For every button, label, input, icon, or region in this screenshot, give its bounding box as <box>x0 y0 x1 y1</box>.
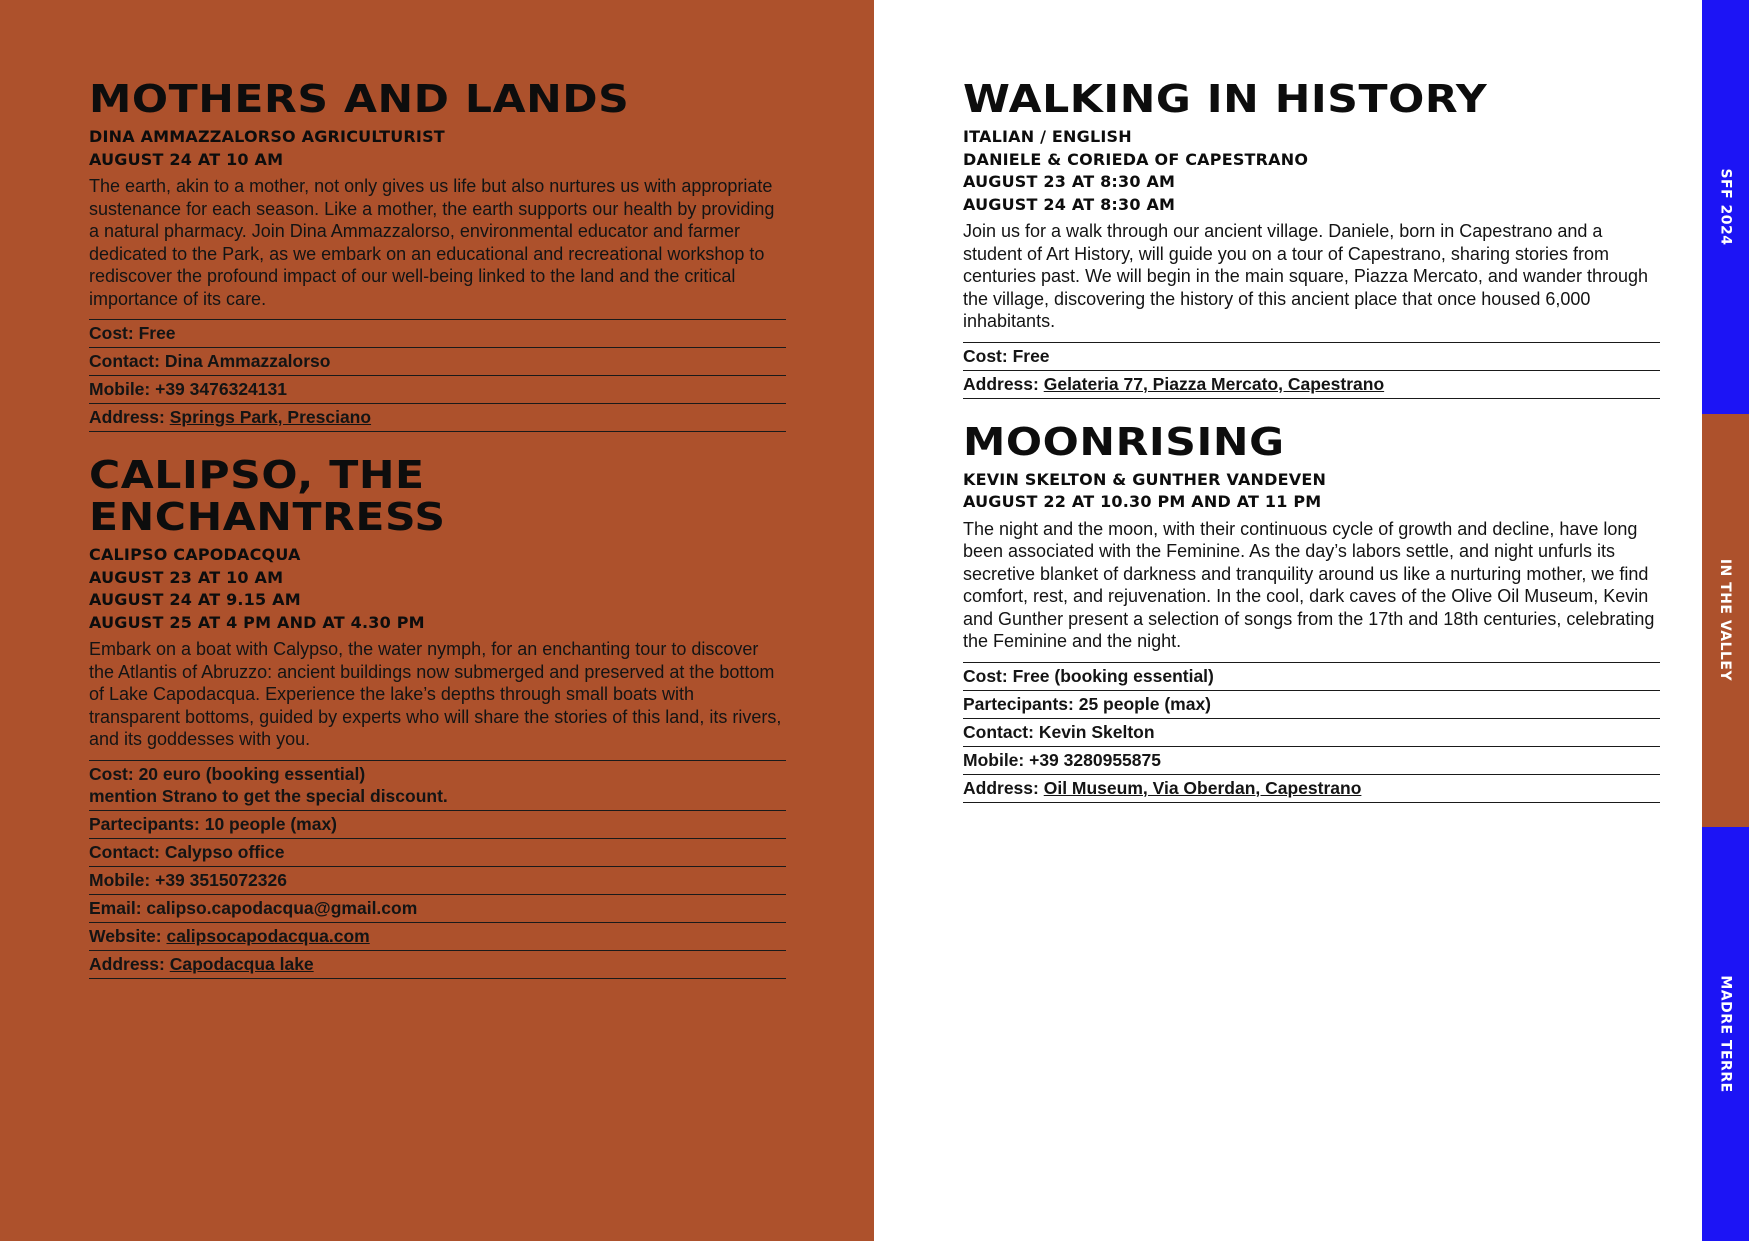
info-label: Partecipants: 10 people (max) <box>89 813 337 834</box>
info-label: Email: calipso.capodacqua@gmail.com <box>89 897 418 918</box>
event-subline: KEVIN SKELTON & GUNTHER VANDEVEN <box>963 469 1327 489</box>
event-description: Embark on a boat with Calypso, the water nymph, for an enchanting tour to discover the Atlantis of Abruzzo: ancient buildings now submerged and preserved at the bottom of Lake Capodacqua. Experience the lake’s depths through small boats with transparent bottoms, guided by experts who will share the stories of this land, its rivers, and its goddesses with you. <box>89 639 782 749</box>
side-tab-label: IN THE VALLEY <box>1717 559 1734 682</box>
event-description: Join us for a walk through our ancient village. Daniele, born in Capestrano and a student of Art History, will guide you on a tour of Capestrano, sharing stories from centuries past. We will begin in the main square, Piazza Mercato, and wander through the village, discovering the history of this ancient place that once housed 6,000 inhabitants. <box>963 221 1649 331</box>
info-link[interactable]: Capodacqua lake <box>169 953 314 974</box>
event-mothers-and-lands <box>89 78 786 432</box>
info-row <box>89 894 786 922</box>
event-subline: AUGUST 22 AT 10.30 PM AND AT 11 PM <box>963 492 1322 511</box>
side-tab-in-the-valley[interactable] <box>1702 414 1749 828</box>
event-description: The earth, akin to a mother, not only gives us life but also nurtures us with appropriate sustenance for each season. Like a mother, the earth supports our health by providing a natural pharmacy. Join Dina Ammazzalorso, environmental educator and farmer dedicated to the Park, as we embark on an educational and recreational workshop to rediscover the profound impact of our well-being linked to the land and the critical importance of its care. <box>89 176 775 309</box>
info-row <box>89 866 786 894</box>
event-subline: AUGUST 24 AT 9.15 AM <box>89 590 301 609</box>
info-row <box>89 319 786 347</box>
event-calipso-the-enchantress <box>89 454 786 979</box>
right-column <box>963 78 1660 825</box>
event-moonrising <box>963 421 1660 803</box>
info-label: Contact: Dina Ammazzalorso <box>89 351 331 371</box>
event-subline: AUGUST 25 AT 4 PM AND AT 4.30 PM <box>89 612 425 632</box>
info-label: Address: <box>963 373 1044 394</box>
info-label: Contact: Kevin Skelton <box>963 721 1155 742</box>
info-row <box>963 746 1660 774</box>
info-label: Address: <box>89 953 170 974</box>
info-row <box>963 342 1660 370</box>
info-note: mention Strano to get the special discount. <box>89 785 448 806</box>
event-title: MOONRISING <box>963 419 1285 464</box>
info-row <box>963 774 1660 803</box>
info-row <box>89 375 786 403</box>
info-label: Mobile: +39 3476324131 <box>89 379 287 399</box>
info-link[interactable]: Gelateria 77, Piazza Mercato, Capestrano <box>1043 373 1385 394</box>
info-label: Mobile: +39 3515072326 <box>89 869 287 890</box>
side-tab-label: MADRE TERRE <box>1717 975 1734 1093</box>
info-row <box>89 347 786 375</box>
event-subline: AUGUST 23 AT 10 AM <box>89 567 284 587</box>
left-column <box>89 78 786 1001</box>
event-info-list <box>89 760 786 979</box>
event-subline: AUGUST 24 AT 8:30 AM <box>963 194 1176 214</box>
info-row <box>89 950 786 979</box>
info-label: Cost: Free <box>89 323 176 343</box>
side-tab-label: SFF 2024 <box>1717 168 1734 246</box>
event-subline: ITALIAN / ENGLISH <box>963 127 1132 146</box>
event-subline: AUGUST 23 AT 8:30 AM <box>963 172 1176 191</box>
info-label: Contact: Calypso office <box>89 841 285 862</box>
event-title: CALIPSO, THE ENCHANTRESS <box>89 453 446 539</box>
info-row <box>89 922 786 950</box>
event-subline: AUGUST 24 AT 10 AM <box>89 149 284 169</box>
event-subline: DINA AMMAZZALORSO AGRICULTURIST <box>89 127 445 146</box>
info-label: Cost: Free <box>963 345 1050 366</box>
info-row <box>963 662 1660 690</box>
event-title: WALKING IN HISTORY <box>963 77 1488 121</box>
info-row <box>89 810 786 838</box>
side-tab-madre-terre[interactable] <box>1702 827 1749 1241</box>
section-tabs <box>1702 0 1749 1241</box>
event-info-list <box>963 662 1660 803</box>
event-subline: DANIELE & CORIEDA OF CAPESTRANO <box>963 149 1309 169</box>
event-subline: CALIPSO CAPODACQUA <box>89 545 301 564</box>
event-description: The night and the moon, with their continuous cycle of growth and decline, have long been associated with the Feminine. As the day’s labors settle, and night unfurls its secretive blanket of darkness and tranquility around us like a nurturing mother, we find comfort, rest, and rejuvenation. In the cool, dark caves of the Olive Oil Museum, Kevin and Gunther present a selection of songs from the 17th and 18th centuries, celebrating the Feminine and the night. <box>963 518 1655 651</box>
info-label: Cost: 20 euro (booking essential) <box>89 763 366 784</box>
info-link[interactable]: Springs Park, Presciano <box>169 407 372 427</box>
info-link[interactable]: Oil Museum, Via Oberdan, Capestrano <box>1043 777 1362 798</box>
event-walking-in-history <box>963 78 1660 399</box>
info-label: Partecipants: 25 people (max) <box>963 693 1211 714</box>
info-label: Address: <box>963 777 1044 798</box>
info-row <box>963 718 1660 746</box>
info-label: Cost: Free (booking essential) <box>963 665 1214 686</box>
info-row <box>89 838 786 866</box>
side-tab-sff-2024[interactable] <box>1702 0 1749 414</box>
info-row <box>89 760 786 810</box>
info-row <box>963 690 1660 718</box>
event-info-list <box>963 342 1660 399</box>
info-row <box>963 370 1660 399</box>
info-label: Mobile: +39 3280955875 <box>963 749 1161 770</box>
event-info-list <box>89 319 786 432</box>
info-label: Website: <box>89 925 167 946</box>
event-title: MOTHERS AND LANDS <box>89 77 630 121</box>
info-link[interactable]: calipsocapodacqua.com <box>166 925 370 946</box>
info-row <box>89 403 786 432</box>
info-label: Address: <box>89 407 170 427</box>
